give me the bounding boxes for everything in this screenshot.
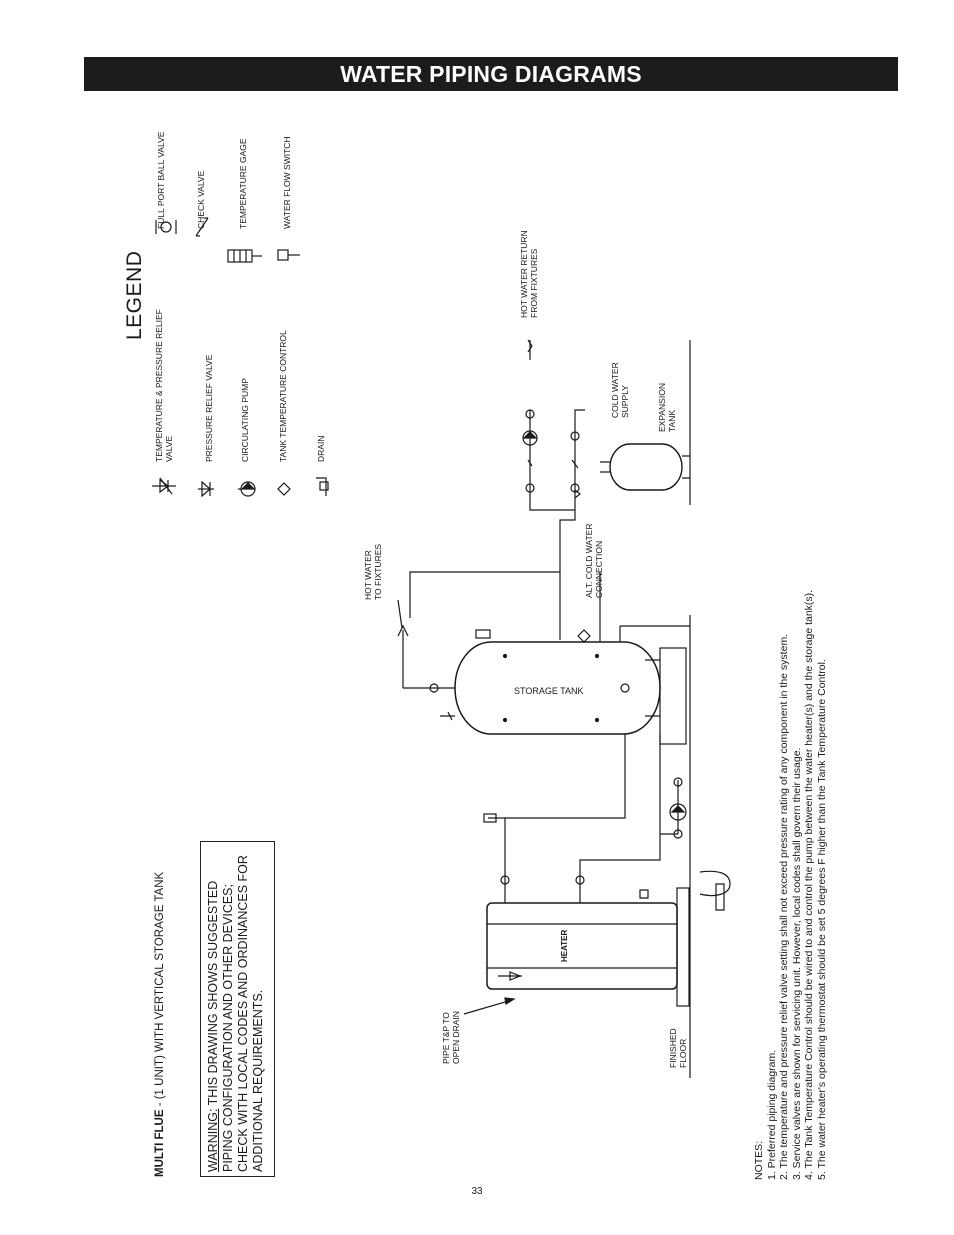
- legend-label-tank-temp-control: TANK TEMPERATURE CONTROL: [278, 330, 288, 462]
- legend-label-water-flow-switch: WATER FLOW SWITCH: [282, 136, 292, 229]
- label-hot-water-return: HOT WATER RETURN FROM FIXTURES: [519, 230, 540, 318]
- label-storage-tank: STORAGE TANK: [514, 686, 584, 696]
- tp-relief-valve-icon: [152, 478, 176, 494]
- label-expansion-tank: EXPANSION TANK: [657, 383, 678, 432]
- legend-label-temperature-gage: TEMPERATURE GAGE: [238, 138, 248, 229]
- label-alt-cold-water: ALT. COLD WATER CONNECTION: [584, 523, 605, 598]
- page-number: 33: [471, 1186, 483, 1197]
- drain-icon: [316, 478, 328, 496]
- legend-label-tp-relief-valve: TEMPERATURE & PRESSURE RELIEF VALVE: [154, 309, 175, 462]
- diagram-subtitle: [154, 872, 168, 1177]
- notes-title: NOTES:: [753, 1140, 765, 1180]
- label-finished-floor: FINISHED FLOOR: [668, 1028, 689, 1068]
- legend-label-pressure-relief: PRESSURE RELIEF VALVE: [204, 354, 214, 462]
- legend-title: LEGEND: [123, 250, 146, 340]
- legend-label-ball-valve: FULL PORT BALL VALVE: [156, 131, 166, 229]
- warning-body: THIS DRAWING SHOWS SUGGESTED PIPING CONFIGURATION AND OTHER DEVICES; CHECK WITH LOCAL CODES AND ORDINANCES FOR ADDITIONAL REQUIREMENTS.: [206, 855, 265, 1172]
- page-title: WATER PIPING DIAGRAMS: [340, 60, 642, 87]
- expansion-tank: [600, 444, 690, 490]
- note-item: 5. The water heater's operating thermostat should be set 5 degrees F higher than the Tank Temperature Control.: [815, 659, 828, 1180]
- label-cold-water-supply: COLD WATER SUPPLY: [610, 362, 631, 418]
- legend-label-check-valve: CHECK VALVE: [196, 170, 206, 229]
- subtitle-rest: - (1 UNIT) WITH VERTICAL STORAGE TANK: [154, 871, 166, 1110]
- temperature-gage-icon: [228, 250, 262, 262]
- water-flow-switch-icon: [278, 250, 300, 260]
- label-hot-water-to-fixtures: HOT WATER TO FIXTURES: [363, 543, 384, 600]
- note-item: 4. The Tank Temperature Control should be wired to and control the pump between the water heater(s) and the storage tank(s).: [803, 589, 815, 1180]
- warning-label: WARNING:: [206, 1108, 220, 1172]
- legend-label-drain: DRAIN: [316, 435, 326, 462]
- pressure-relief-valve-icon: [198, 482, 214, 496]
- notes-block: [753, 590, 828, 1180]
- note-item: 2. The temperature and pressure relief valve setting shall not exceed pressure rating of any component in the system.: [778, 633, 790, 1180]
- legend-label-circulating-pump: CIRCULATING PUMP: [240, 378, 250, 462]
- note-item: 3. Service valves are shown for servicing unit. However, local codes shall govern their usage.: [790, 747, 803, 1180]
- subtitle-bold: MULTI FLUE: [154, 1109, 166, 1177]
- tank-temperature-control-icon: [278, 483, 290, 495]
- label-pipe-tp-drain: PIPE T&P TO OPEN DRAIN: [441, 1011, 462, 1064]
- note-item: 1. Preferred piping diagram.: [765, 1049, 778, 1180]
- heater-unit: [487, 888, 689, 1006]
- label-heater: HEATER: [560, 929, 569, 962]
- warning-text: [206, 847, 266, 1172]
- circulating-pump-icon: [238, 482, 255, 496]
